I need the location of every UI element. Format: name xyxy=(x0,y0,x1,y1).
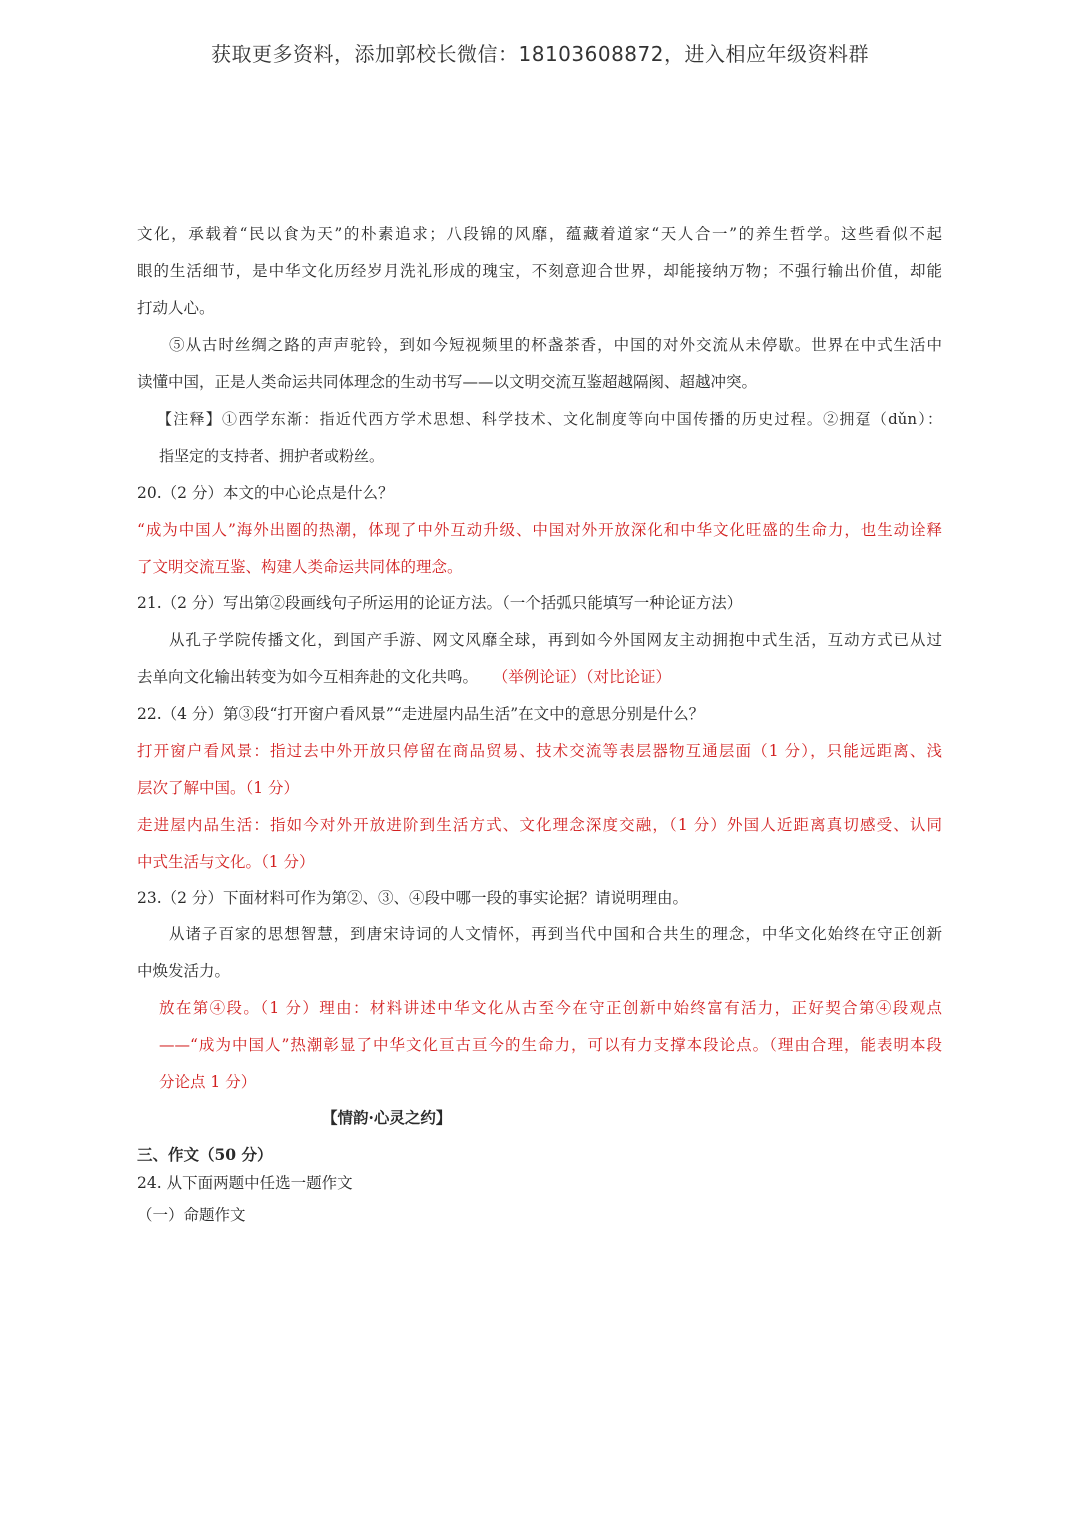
passage-line: 打动人心。 xyxy=(137,299,215,317)
answer-line: “成为中国人”海外出圈的热潮，体现了中外互动升级、中国对外开放深化和中华文化旺盛的生命力，也生动诠释 xyxy=(137,521,942,539)
subsection-title: （一）命题作文 xyxy=(137,1206,246,1224)
passage-line: ⑤从古时丝绸之路的声声驼铃，到如今短视频里的杯盏茶香，中国的对外交流从未停歇。世界在中式生活中 xyxy=(169,336,942,354)
material-line: 中焕发活力。 xyxy=(137,962,231,980)
passage-line: 眼的生活细节，是中华文化历经岁月洗礼形成的瑰宝，不刻意迎合世界，却能接纳万物；不强行输出价值，却能 xyxy=(137,262,942,280)
answer-line: 走进屋内品生活：指如今对外开放进阶到生活方式、文化理念深度交融，（1 分）外国人近距离真切感受、认同 xyxy=(137,816,942,834)
answer-line: 了文明交流互鉴、构建人类命运共同体的理念。 xyxy=(137,558,463,576)
passage-line: 文化，承载着“民以食为天”的朴素追求；八段锦的风靡，蕴藏着道家“天人合一”的养生哲学。这些看似不起 xyxy=(137,225,942,243)
question-21: 21.（2 分）写出第②段画线句子所运用的论证方法。（一个括弧只能填写一种论证方法） xyxy=(137,594,743,612)
answer-line: 分论点 1 分） xyxy=(159,1073,257,1091)
section-title: 【情韵·心灵之约】 xyxy=(322,1108,452,1127)
answer-line: 打开窗户看风景：指过去中外开放只停留在商品贸易、技术交流等表层器物互通层面（1 分），只能远距离、浅 xyxy=(137,742,942,760)
section-heading: 三、作文（50 分） xyxy=(137,1145,273,1164)
answer-line: 层次了解中国。（1 分） xyxy=(137,779,300,797)
question-20: 20.（2 分）本文的中心论点是什么？ xyxy=(137,484,394,502)
question-22: 22.（4 分）第③段“打开窗户看风景”“走进屋内品生活”在文中的意思分别是什么？ xyxy=(137,705,705,723)
note-line: 【注释】①西学东渐：指近代西方学术思想、科学技术、文化制度等向中国传播的历史过程。②拥趸（dǔn）： xyxy=(157,410,942,428)
question-23: 23.（2 分）下面材料可作为第②、③、④段中哪一段的事实论据？请说明理由。 xyxy=(137,889,688,907)
material-line: 从孔子学院传播文化，到国产手游、网文风靡全球，再到如今外国网友主动拥抱中式生活，互动方式已从过 xyxy=(169,631,942,649)
question-24: 24. 从下面两题中任选一题作文 xyxy=(137,1174,353,1192)
material-line: 从诸子百家的思想智慧，到唐宋诗词的人文情怀，再到当代中国和合共生的理念，中华文化始终在守正创新 xyxy=(169,925,942,943)
answer-line: ——“成为中国人”热潮彰显了中华文化亘古亘今的生命力，可以有力支撑本段论点。（理由合理，能表明本段 xyxy=(159,1036,942,1054)
answer-line: 中式生活与文化。（1 分） xyxy=(137,853,315,871)
answer-line: 放在第④段。（1 分）理由：材料讲述中华文化从古至今在守正创新中始终富有活力，正好契合第④段观点 xyxy=(159,999,942,1017)
material-line xyxy=(137,665,942,689)
passage-line: 读懂中国，正是人类命运共同体理念的生动书写——以文明交流互鉴超越隔阂、超越冲突。 xyxy=(137,373,758,391)
material-text: 去单向文化输出转变为如今互相奔赴的文化共鸣。 xyxy=(137,668,479,686)
answer-text: （举例论证）（对比论证） xyxy=(492,668,672,686)
note-line: 指坚定的支持者、拥护者或粉丝。 xyxy=(159,447,385,465)
header-banner: 获取更多资料，添加郭校长微信：18103608872，进入相应年级资料群 xyxy=(211,42,869,66)
